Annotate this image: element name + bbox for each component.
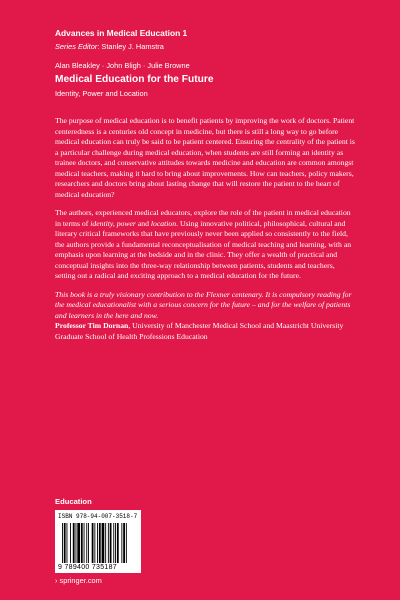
series-editor-name: : Stanley J. Hamstra — [97, 42, 164, 51]
barcode-digits: 9 789400 735187 — [58, 564, 117, 571]
blurb-p2-text-c: . Using innovative political, philosophical, cultural and literary critical frameworks that have previously never been applied so consistently to the field, the authors provide a fundamental reconceptualisation of medical teaching and learning, with an emphasis upon learning at the bedside and in the clinic. They offer a wealth of practical and conceptual insights into the three-way relationship between patients, students and teachers, setting out a radical and exciting approach to a medical education for the future. — [55, 218, 352, 280]
blurb-p2-text-a: The authors, experienced medical educators, explore the role of the patient in medical education in terms of — [55, 208, 351, 228]
blurb-p2-text-b: and — [135, 218, 151, 228]
authors: Alan Bleakley · John Bligh · Julie Browne — [55, 61, 190, 70]
review-quote — [55, 290, 355, 343]
quote-affiliation: , University of Manchester Medical School and Maastricht University Graduate School of Health Professions Education — [55, 321, 344, 341]
quote-author-name: Professor Tim Dornan — [55, 321, 129, 330]
quote-attribution — [55, 321, 355, 342]
barcode-image — [61, 523, 135, 563]
isbn-text: ISBN 978-94-007-3518-7 — [58, 513, 138, 520]
blurb-p2-emphasis-location: location — [150, 218, 177, 228]
series-editor — [55, 41, 375, 52]
blurb-paragraph-2 — [55, 208, 355, 282]
publisher-website: › springer.com — [55, 576, 102, 585]
quote-text: This book is a truly visionary contribution to the Flexner centenary. It is compulsory reading for the medical educationalist with a serious concern for the future – and for the welfare of patients and learners in the here and now. — [55, 289, 352, 320]
title-block — [55, 61, 375, 99]
series-editor-label: Series Editor — [55, 42, 98, 51]
blurb-body — [55, 116, 355, 342]
barcode-box — [55, 510, 141, 573]
blurb-paragraph-1: The purpose of medical education is to benefit patients by improving the work of doctors. Patient centeredness is a centuries old concept in medicine, but there is still a long way to go before medical education can truly be said to be patient centered. Ensuring the centrality of the patient is a particular challenge during medical education, when students are still forming an identity as trainee doctors, and conservative attitudes towards medicine and education are common amongst medical teachers, making it hard to bring about improvements. How can teachers, policy makers, researchers and doctors bring about lasting change that will restore the patient to the heart of medical education? — [55, 116, 355, 199]
series-block — [55, 28, 375, 52]
book-subtitle: Identity, Power and Location — [55, 89, 148, 98]
book-title: Medical Education for the Future — [55, 74, 214, 85]
category-label: Education — [55, 497, 92, 506]
blurb-p2-emphasis-identity-power: identity, power — [90, 218, 136, 228]
series-title: Advances in Medical Education 1 — [55, 28, 188, 38]
